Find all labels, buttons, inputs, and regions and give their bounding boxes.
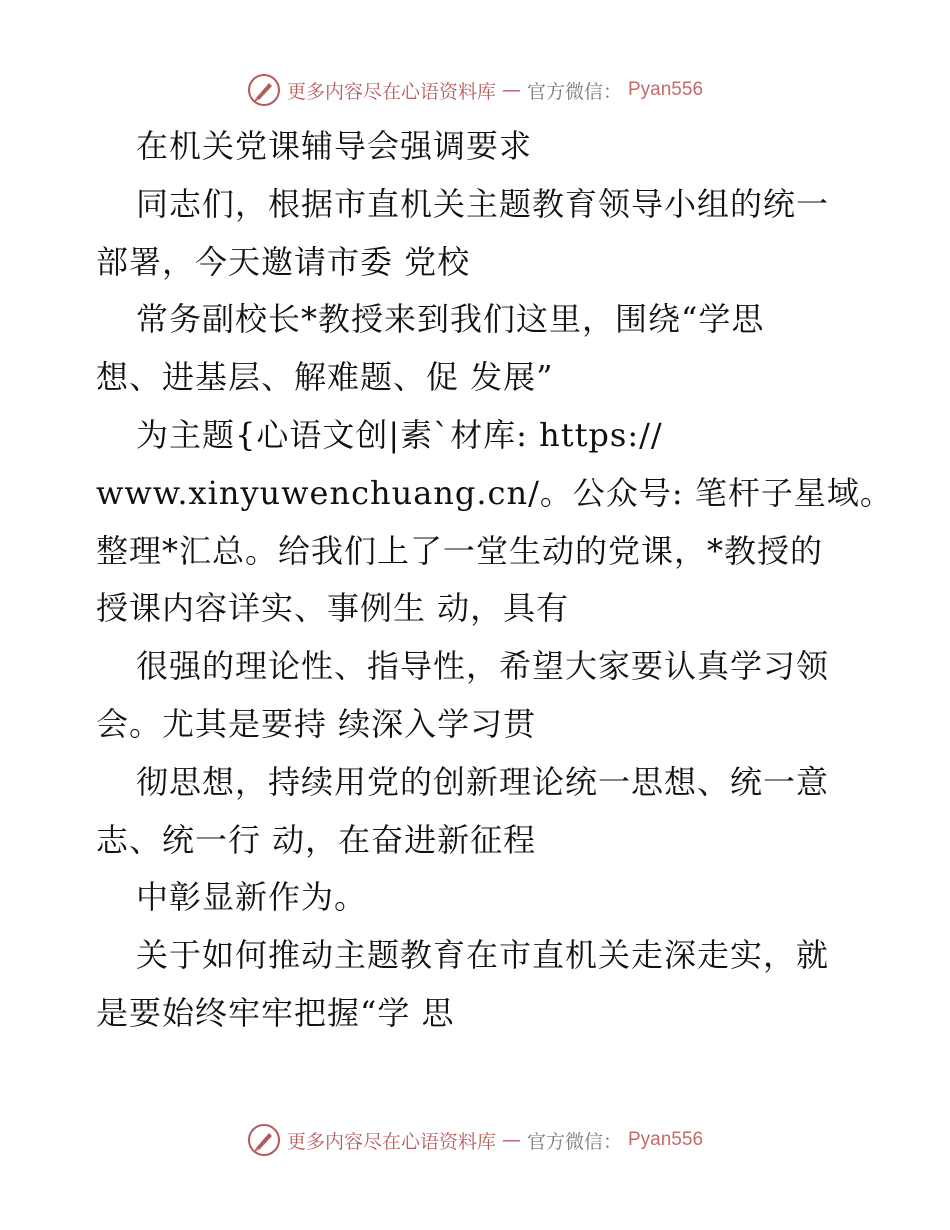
doc-line: 想、进基层、解难题、促 发展” — [96, 358, 554, 397]
doc-line: 关于如何推动主题教育在市直机关走深走实，就 — [136, 936, 830, 975]
doc-line: 整理*汇总。给我们上了一堂生动的党课，*教授的 — [96, 531, 824, 570]
banner-wechat-label: 官方微信： — [526, 1130, 622, 1153]
doc-line: 是要始终牢牢把握“学 思 — [96, 993, 455, 1032]
doc-line: 部署，今天邀请市委 党校 — [96, 242, 471, 281]
doc-line: 授课内容详实、事例生 动，具有 — [96, 589, 570, 628]
banner-separator: — — [501, 1129, 521, 1151]
doc-line: 为主题{心语文创|素`材库: https:// — [136, 415, 663, 454]
doc-line: 在机关党课辅导会强调要求 — [136, 127, 533, 165]
doc-line: 常务副校长*教授来到我们这里，围绕“学思 — [136, 300, 765, 339]
doc-line: 中彰显新作为。 — [136, 878, 368, 917]
doc-line: www.xinyuwenchuang.cn/。公众号: 笔杆子星域。 — [96, 473, 893, 512]
footer-watermark-banner — [0, 1120, 950, 1160]
header-watermark-banner — [0, 70, 950, 110]
doc-line: 会。尤其是要持 续深入学习贯 — [96, 704, 537, 743]
doc-line: 彻思想，持续用党的创新理论统一思想、统一意 — [136, 762, 830, 801]
banner-text: 更多内容尽在心语资料库 — [286, 1130, 496, 1153]
doc-line: 同志们，根据市直机关主题教育领导小组的统一 — [136, 184, 830, 223]
doc-line: 很强的理论性、指导性，希望大家要认真学习领 — [136, 647, 830, 686]
doc-line: 志、统一行 动，在奋进新征程 — [96, 820, 537, 859]
banner-wechat-id: Pyan556 — [628, 1129, 704, 1150]
banner-text: 更多内容尽在心语资料库 — [286, 80, 496, 103]
document-body — [96, 118, 893, 1043]
pen-logo-icon — [247, 73, 281, 107]
banner-wechat-label: 官方微信： — [526, 80, 622, 103]
pen-logo-icon — [247, 1123, 281, 1157]
banner-wechat-id: Pyan556 — [628, 79, 704, 100]
banner-separator: — — [501, 79, 521, 101]
